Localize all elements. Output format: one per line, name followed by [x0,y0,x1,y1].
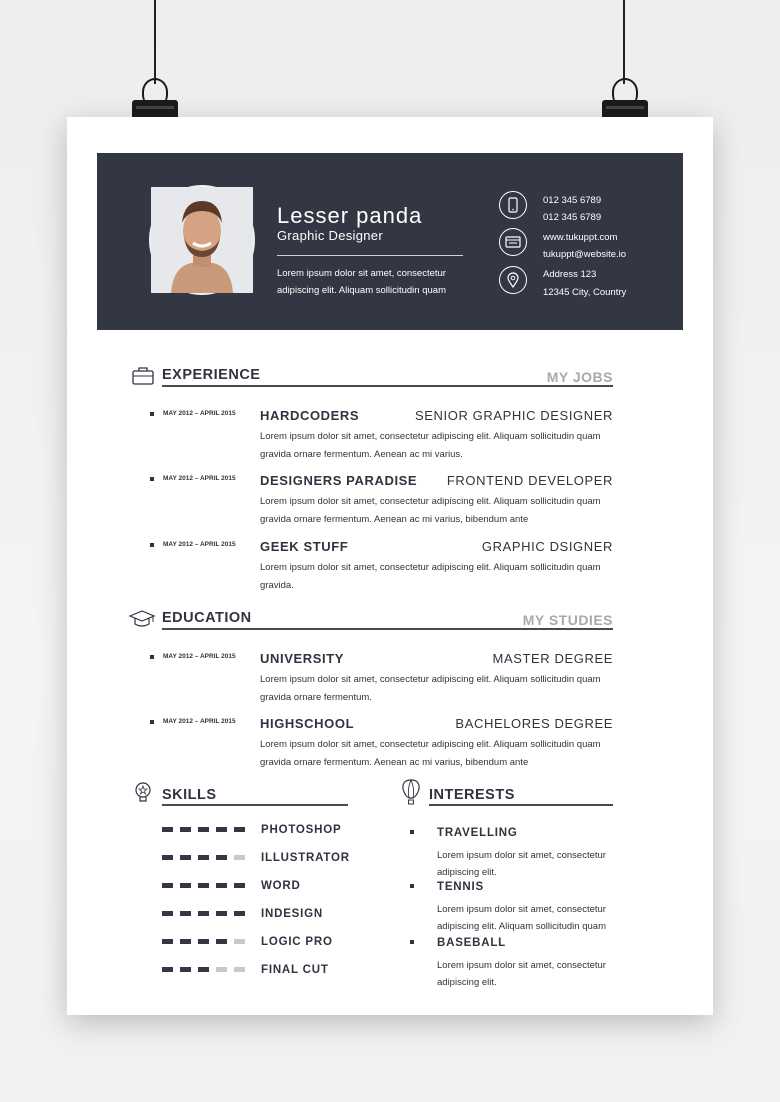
skill-level-dot-filled [162,911,173,916]
contact-email: tukuppt@website.io [543,249,627,260]
skill-level-dot-filled [162,883,173,888]
profile-photo [149,185,255,295]
education-entry [147,651,613,707]
experience-title: EXPERIENCE [162,367,261,383]
interest-bullet [410,830,414,834]
interest-item [407,881,617,932]
interests-title: INTERESTS [429,787,515,803]
skill-level-dot-filled [198,883,209,888]
skill-level-dot-filled [180,939,191,944]
entry-role: SENIOR GRAPHIC DESIGNER [415,408,613,423]
entry-bullet [150,655,154,659]
resume-paper [67,117,713,1015]
contact-phone-2: 012 345 6789 [543,212,602,223]
entry-title: HARDCODERS [260,408,360,423]
graduation-cap-icon [129,608,153,630]
entry-description: Lorem ipsum dolor sit amet, consectetur adipiscing elit. Aliquam sollicitudin quam gravida ornare fermentum. Aenean ac mi varius. [260,431,601,460]
education-subtitle: MY STUDIES [522,612,613,628]
skill-level-dot-filled [180,883,191,888]
entry-title: DESIGNERS PARADISE [260,473,418,488]
hot-air-balloon-icon [401,779,425,801]
skill-level-dot-empty [216,967,227,972]
interest-description: Lorem ipsum dolor sit amet, consectetur adipiscing elit. [437,960,606,988]
experience-subtitle: MY JOBS [546,369,613,385]
entry-description: Lorem ipsum dolor sit amet, consectetur adipiscing elit. Aliquam sollicitudin quam gravida ornare fermentum. Aenean ac mi varius, bibendum ante [260,739,601,768]
contact-web: www.tukuppt.com [543,232,618,243]
skill-level-dot-filled [162,855,173,860]
skill-level-dot-filled [198,855,209,860]
contact-address-2: 12345 City, Country [543,287,627,298]
interest-item [407,937,617,988]
entry-description: Lorem ipsum dolor sit amet, consectetur adipiscing elit. Aliquam sollicitudin quam gravida ornare fermentum. Aenean ac mi varius, bibendum ante [260,496,601,525]
skill-name: PHOTOSHOP [261,824,342,836]
skill-level-dot-filled [162,939,173,944]
skill-level-dot-filled [180,855,191,860]
skill-level-dot-filled [180,911,191,916]
skill-level-dot-empty [234,939,245,944]
resume-header [97,153,683,330]
entry-title: UNIVERSITY [260,651,345,666]
interest-title: TRAVELLING [437,827,518,839]
interest-title: BASEBALL [437,937,507,949]
entry-description: Lorem ipsum dolor sit amet, consectetur adipiscing elit. Aliquam sollicitudin quam gravida ornare fermentum. [260,674,601,703]
interest-bullet [410,884,414,888]
skill-level-dot-filled [198,939,209,944]
contact-address-1: Address 123 [543,269,597,280]
skill-level-dot-empty [234,855,245,860]
entry-date: MAY 2012 – APRIL 2015 [163,653,236,660]
entry-date: MAY 2012 – APRIL 2015 [163,475,236,482]
briefcase-icon [131,365,155,387]
experience-entry [147,473,613,529]
skill-level-dot-filled [162,827,173,832]
interest-title: TENNIS [437,881,484,893]
entry-role: GRAPHIC DSIGNER [481,539,613,554]
skill-name: ILLUSTRATOR [261,852,350,864]
experience-entry [147,539,613,595]
skill-level-dot-filled [180,967,191,972]
interests-divider [429,804,613,806]
education-title: EDUCATION [162,610,252,626]
interest-description: Lorem ipsum dolor sit amet, consectetur adipiscing elit. Aliquam sollicitudin quam [437,904,606,932]
skills-divider [162,804,348,806]
skill-level-dot-filled [234,911,245,916]
entry-date: MAY 2012 – APRIL 2015 [163,541,236,548]
skill-level-meter [162,827,245,832]
skill-level-dot-filled [162,967,173,972]
skill-name: INDESIGN [261,908,323,920]
entry-bullet [150,720,154,724]
skill-level-dot-filled [216,855,227,860]
entry-title: GEEK STUFF [260,539,349,554]
skill-level-meter [162,911,245,916]
education-divider [162,628,613,630]
skill-level-meter [162,883,245,888]
resume-intro: Lorem ipsum dolor sit amet, consectetur adipiscing elit. Aliquam sollicitudin quam [277,268,446,296]
skill-level-meter [162,967,245,972]
interest-bullet [410,940,414,944]
entry-role: MASTER DEGREE [492,651,613,666]
browser-icon [499,228,527,256]
skill-level-dot-filled [216,911,227,916]
phone-icon [499,191,527,219]
skill-level-dot-filled [180,827,191,832]
skill-name: FINAL CUT [261,964,329,976]
skill-level-dot-filled [216,939,227,944]
hanging-string-left [154,0,156,84]
skill-level-dot-filled [234,827,245,832]
skill-level-meter [162,939,245,944]
experience-divider [162,385,613,387]
entry-bullet [150,477,154,481]
skill-level-dot-filled [234,883,245,888]
location-pin-icon [499,266,527,294]
entry-description: Lorem ipsum dolor sit amet, consectetur adipiscing elit. Aliquam sollicitudin quam gravida. [260,562,601,591]
education-entry [147,716,613,772]
entry-role: FRONTEND DEVELOPER [446,473,613,488]
skill-name: LOGIC PRO [261,936,333,948]
entry-bullet [150,412,154,416]
resume-name: Lesser panda [277,203,423,228]
interest-item [407,827,617,878]
skills-title: SKILLS [162,787,217,803]
entry-bullet [150,543,154,547]
lightbulb-icon [133,781,157,803]
skill-level-dot-filled [216,827,227,832]
skill-level-dot-filled [198,827,209,832]
experience-entry [147,408,613,464]
skill-level-meter [162,855,245,860]
header-divider [277,255,463,256]
entry-date: MAY 2012 – APRIL 2015 [163,410,236,417]
skill-level-dot-filled [198,967,209,972]
skill-level-dot-empty [234,967,245,972]
interest-description: Lorem ipsum dolor sit amet, consectetur adipiscing elit. [437,850,606,878]
skill-name: WORD [261,880,301,892]
entry-title: HIGHSCHOOL [260,716,355,731]
hanging-string-right [623,0,625,84]
resume-role: Graphic Designer [277,228,383,243]
entry-role: BACHELORES DEGREE [455,716,613,731]
contact-phone-1: 012 345 6789 [543,195,602,206]
skill-level-dot-filled [198,911,209,916]
skill-level-dot-filled [216,883,227,888]
entry-date: MAY 2012 – APRIL 2015 [163,718,236,725]
